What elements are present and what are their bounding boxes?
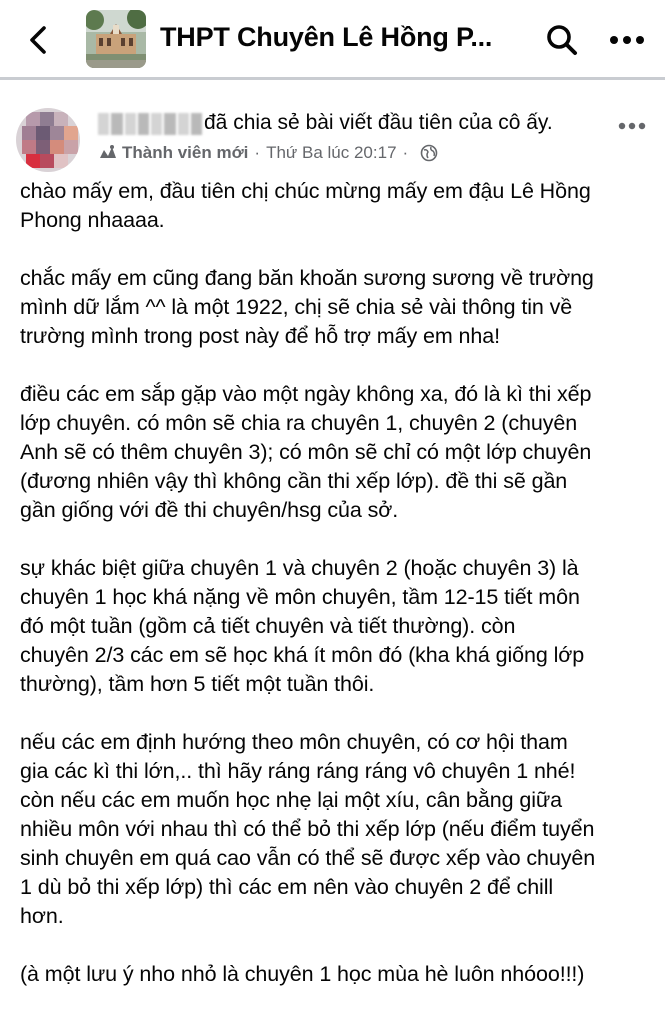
post-text-line: Anh sẽ có thêm chuyên 3); có môn sẽ chỉ có một lớp chuyên	[20, 440, 592, 464]
post-text-line: chào mấy em, đầu tiên chị chúc mừng mấy em đậu Lê Hồng	[20, 179, 591, 203]
post-text-line: (à một lưu ý nho nhỏ là chuyên 1 học mùa hè luôn nhóoo!!!)	[20, 962, 585, 986]
post-body	[20, 177, 650, 1018]
post-text-line: thường), tầm hơn 5 tiết một tuần thôi.	[20, 672, 375, 696]
author-name-blurred[interactable]	[98, 113, 202, 135]
post-text-line: điều các em sắp gặp vào một ngày không xa, đó là kì thi xếp	[20, 382, 592, 406]
post-paragraph	[20, 380, 650, 525]
post-text-line: chắc mấy em cũng đang băn khoăn sương sương về trường	[20, 266, 594, 290]
more-horizontal-icon	[618, 122, 646, 130]
search-button[interactable]	[542, 20, 582, 60]
post-text-line: nếu các em định hướng theo môn chuyên, có cơ hội tham	[20, 730, 568, 754]
post-timestamp[interactable]: Thứ Ba lúc 20:17	[266, 143, 397, 162]
post-text-line: còn nếu các em muốn học nhẹ lại một xíu, cân bằng giữa	[20, 788, 563, 812]
post-options-button[interactable]	[612, 116, 652, 136]
meta-separator: ·	[254, 143, 261, 162]
more-horizontal-icon	[609, 35, 645, 45]
new-member-icon	[98, 144, 118, 162]
search-icon	[545, 23, 579, 57]
post-text-line: Phong nhaaaa.	[20, 208, 165, 232]
post-text-line: mình dữ lắm ^^ là một 1922, chị sẽ chia sẻ vài thông tin về	[20, 295, 573, 319]
post-text-line: chuyên 2/3 các em sẽ học khá ít môn đó (kha khá giống lớp	[20, 643, 585, 667]
globe-icon	[420, 144, 438, 162]
back-button[interactable]	[20, 22, 56, 58]
group-photo	[86, 10, 146, 68]
top-bar	[0, 0, 665, 80]
post-text-line: sự khác biệt giữa chuyên 1 và chuyên 2 (hoặc chuyên 3) là	[20, 556, 579, 580]
post-paragraph	[20, 264, 650, 351]
post-text-line: hơn.	[20, 904, 64, 928]
post-meta	[98, 142, 438, 164]
post-text-line: gần giống với đề thi chuyên/hsg của sở.	[20, 498, 399, 522]
post-header	[0, 80, 665, 170]
chevron-left-icon	[27, 25, 49, 55]
post-paragraph	[20, 960, 650, 989]
group-thumbnail[interactable]	[86, 10, 146, 68]
blurred-avatar	[16, 108, 80, 172]
group-title[interactable]: THPT Chuyên Lê Hồng P...	[160, 22, 493, 52]
post-text-line: sinh chuyên em quá cao vẫn có thể sẽ được xếp vào chuyên	[20, 846, 596, 870]
post-text-line: trường mình trong post này để hỗ trợ mấy em nha!	[20, 324, 500, 348]
more-options-button[interactable]	[605, 20, 649, 60]
new-member-badge[interactable]: Thành viên mới	[122, 143, 249, 162]
post-paragraph	[20, 554, 650, 699]
author-avatar[interactable]	[16, 108, 80, 172]
post-text-line: (đương nhiên vậy thì không cần thi xếp lớp). đề thi sẽ gần	[20, 469, 568, 493]
post-text-line: 1 dù bỏ thi xếp lớp) thì các em nên vào chuyên 2 để chill	[20, 875, 554, 899]
post-text-line: đó một tuần (gồm cả tiết chuyên và tiết thường). còn	[20, 614, 516, 638]
post-text-line: chuyên 1 học khá nặng về môn chuyên, tầm 12-15 tiết môn	[20, 585, 580, 609]
post-paragraph	[20, 177, 650, 235]
post-paragraph	[20, 728, 650, 931]
shared-first-post-text: đã chia sẻ bài viết đầu tiên của cô ấy.	[204, 111, 553, 134]
meta-separator: ·	[402, 143, 409, 162]
post-text-line: nhiều môn với nhau thì có thể bỏ thi xếp lớp (nếu điểm tuyển	[20, 817, 595, 841]
post-text-line: gia các kì thi lớn,.. thì hãy ráng ráng ráng vô chuyên 1 nhé!	[20, 759, 576, 783]
post-text-line: lớp chuyên. có môn sẽ chia ra chuyên 1, chuyên 2 (chuyên	[20, 411, 578, 435]
